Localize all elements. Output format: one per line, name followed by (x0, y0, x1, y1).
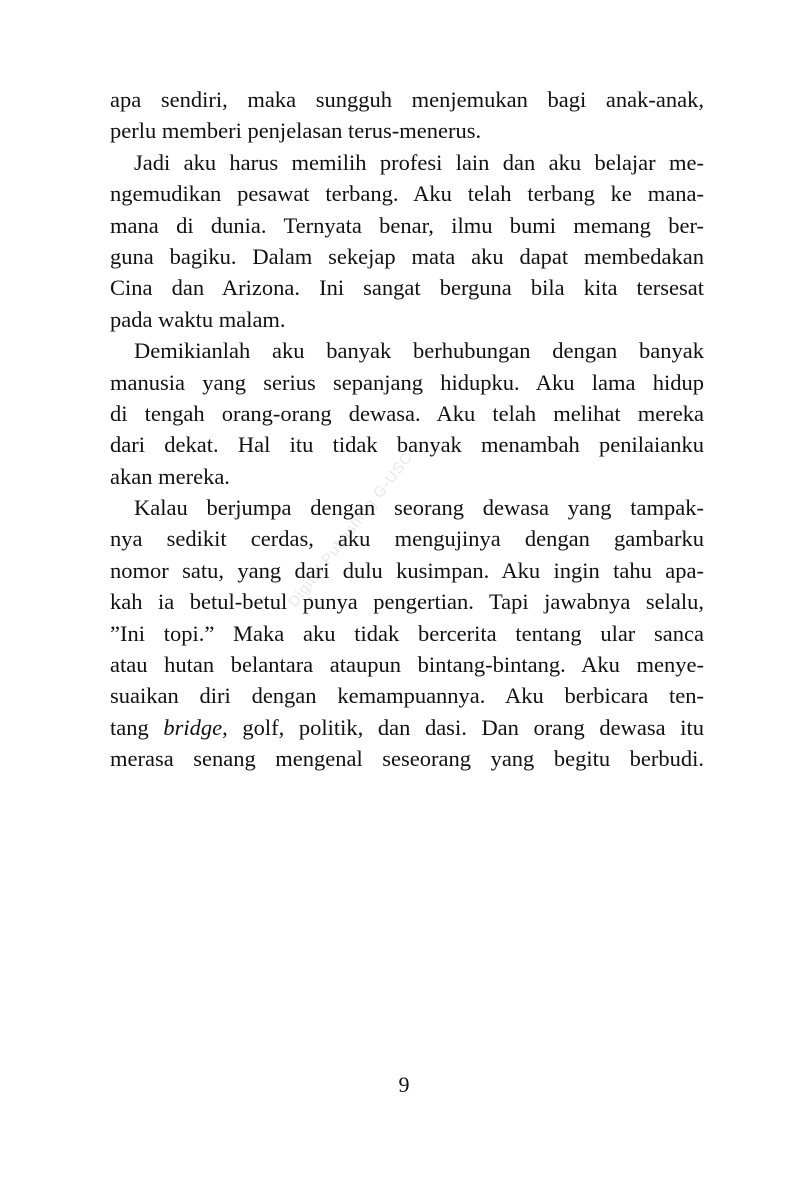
text-line: suaikan diri dengan kemampuannya. Aku berbicara ten- (110, 683, 704, 709)
text-line (110, 712, 704, 743)
body-text (110, 84, 704, 775)
page-number: 9 (398, 1072, 410, 1097)
text-line: ”Ini topi.” Maka aku tidak bercerita tentang ular sanca (110, 620, 704, 646)
text-line: atau hutan belantara ataupun bintang-bintang. Aku menye- (110, 652, 704, 678)
text-line: mana di dunia. Ternyata benar, ilmu bumi memang ber- (110, 212, 704, 238)
text-line: perlu memberi penjelasan terus-menerus. (110, 118, 482, 144)
text-line: apa sendiri, maka sungguh menjemukan bagi anak-anak, (110, 87, 704, 112)
text-line: guna bagiku. Dalam sekejap mata aku dapat membedakan (110, 243, 704, 269)
italic-word: bridge (163, 714, 223, 740)
text-line: Demikianlah aku banyak berhubungan dengan banyak (134, 338, 704, 364)
text-line: akan mereka. (110, 463, 230, 489)
text-line: nya sedikit cerdas, aku mengujinya dengan gambarku (110, 526, 704, 552)
text-line: Jadi aku harus memilih profesi lain dan aku belajar me- (134, 149, 704, 175)
text-line: nomor satu, yang dari dulu kusimpan. Aku ingin tahu apa- (110, 557, 704, 583)
text-line: di tengah orang-orang dewasa. Aku telah melihat mereka (110, 400, 704, 426)
text-line: merasa senang mengenal seseorang yang begitu berbudi. (110, 746, 704, 772)
text-segment: , golf, politik, dan dasi. Dan orang dewasa itu (222, 714, 704, 740)
text-line: Cina dan Arizona. Ini sangat berguna bila kita tersesat (110, 275, 704, 301)
text-line: dari dekat. Hal itu tidak banyak menambah penilaianku (110, 432, 704, 458)
text-line: kah ia betul-betul punya pengertian. Tapi jawabnya selalu, (110, 589, 704, 615)
text-segment: tang (110, 714, 164, 740)
text-line: Kalau berjumpa dengan seorang dewasa yang tampak- (134, 495, 704, 521)
text-line: pada waktu malam. (110, 306, 286, 332)
watermark: Digital Publishing G-USC (285, 449, 417, 611)
text-line: ngemudikan pesawat terbang. Aku telah terbang ke mana- (110, 181, 704, 207)
text-line: manusia yang serius sepanjang hidupku. Aku lama hidup (110, 369, 704, 395)
